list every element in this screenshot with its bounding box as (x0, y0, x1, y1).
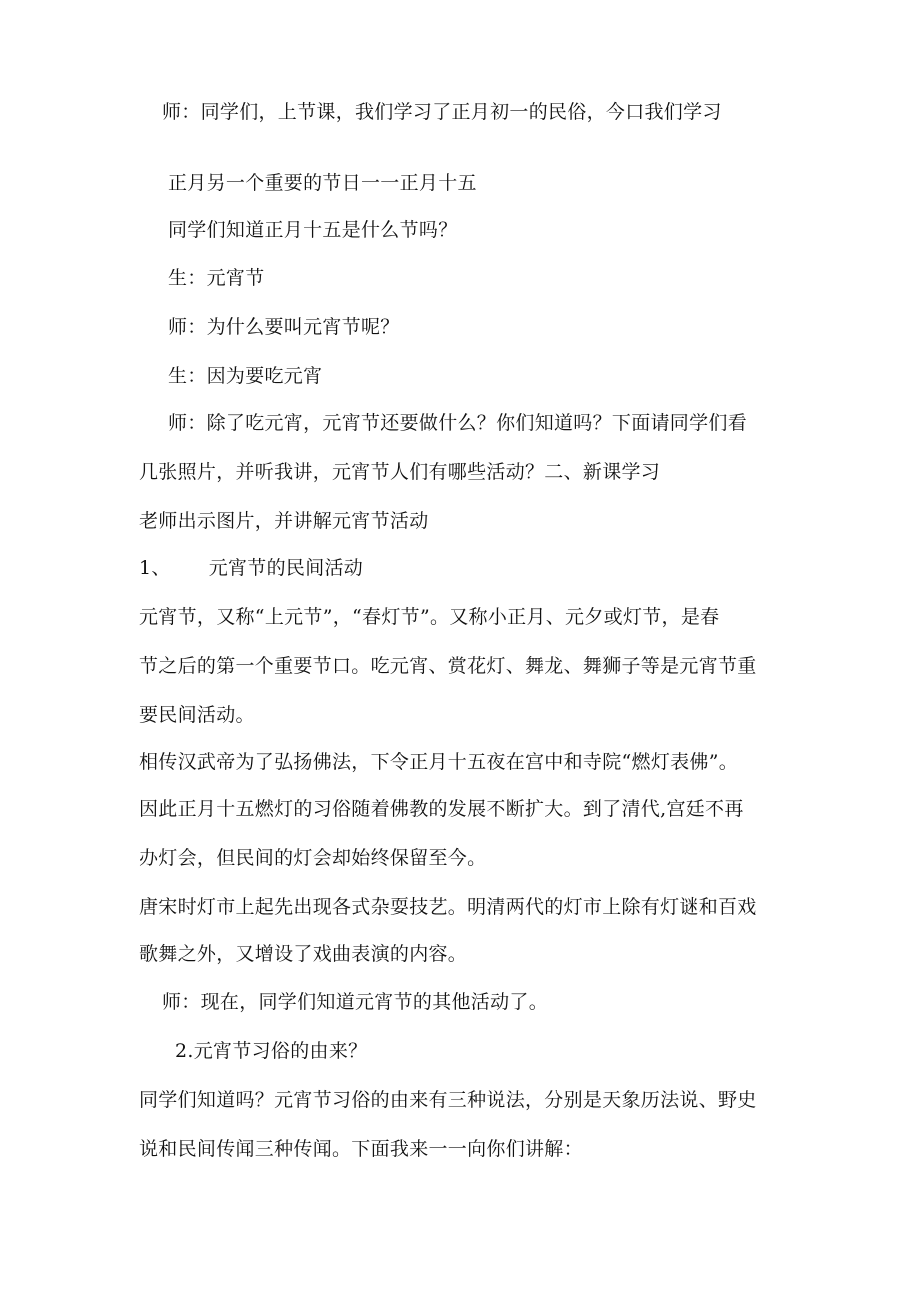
text-line: 歌舞之外，又增设了戏曲表演的内容。 (139, 943, 468, 965)
text-line: 老师出示图片，并讲解元宵节活动 (139, 510, 429, 532)
text-line: 元宵节，又称“上元节”，“春灯节”。又称小正月、元夕或灯节，是春 (139, 606, 720, 628)
text-line: 相传汉武帝为了弘扬佛法，下令正月十五夜在宫中和寺院“燃灯表佛”。 (139, 751, 739, 773)
text-line: 2.元宵节习俗的由来？ (175, 1040, 368, 1062)
text-line: 师：为什么要叫元宵节呢？ (168, 316, 400, 338)
text-line: 要民间活动。 (139, 704, 255, 726)
text-line: 师：现在，同学们知道元宵节的其他活动了。 (162, 991, 549, 1013)
text-line: 生：因为要吃元宵 (168, 365, 323, 387)
text-line: 办灯会，但民间的灯会却始终保留至今。 (139, 847, 487, 869)
text-line: 说和民间传闻三种传闻。下面我来一一向你们讲解： (139, 1138, 583, 1160)
text-line: 同学们知道正月十五是什么节吗？ (168, 219, 458, 241)
text-line: 师：除了吃元宵，元宵节还要做什么？你们知道吗？下面请同学们看 (168, 412, 748, 434)
text-line: 师：同学们，上节课，我们学习了正月初一的民俗，今口我们学习 (162, 101, 722, 123)
text-line: 唐宋时灯市上起先出现各式杂耍技艺。明清两代的灯市上除有灯谜和百戏 (139, 896, 757, 918)
text-line: 因此正月十五燃灯的习俗随着佛教的发展不断扩大。到了清代,宫廷不再 (139, 798, 744, 820)
text-line: 几张照片，并听我讲，元宵节人们有哪些活动？二、新课学习 (139, 461, 661, 483)
section-heading (139, 556, 363, 580)
section-title: 元宵节的民间活动 (208, 557, 364, 579)
text-line: 正月另一个重要的节日一一正月十五 (168, 172, 477, 194)
text-line: 节之后的第一个重要节口。吃元宵、赏花灯、舞龙、舞狮子等是元宵节重 (139, 655, 757, 677)
text-line: 生：元宵节 (168, 267, 265, 289)
text-line: 同学们知道吗？元宵节习俗的由来有三种说法，分别是天象历法说、野史 (139, 1089, 757, 1111)
section-number: 1、 (139, 557, 171, 579)
